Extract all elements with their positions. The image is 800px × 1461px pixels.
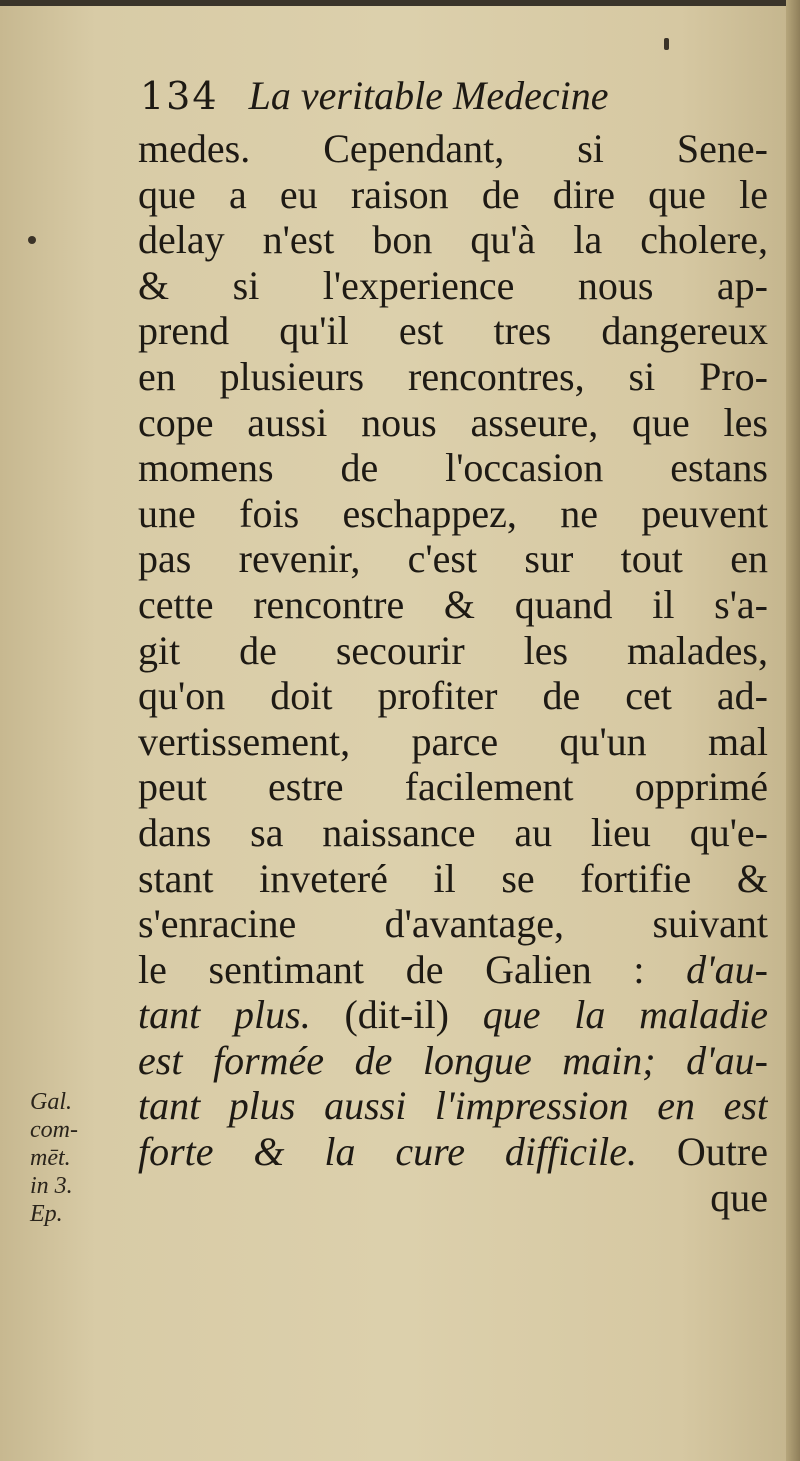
text-line — [138, 308, 768, 354]
roman-text: cette rencontre & quand il s'a- — [138, 581, 768, 627]
roman-text: s'enracine d'avantage, suivant — [138, 901, 768, 947]
roman-text: (dit-il) — [310, 992, 483, 1038]
body-text — [138, 126, 768, 1220]
italic-quote-text: que la maladie — [482, 992, 768, 1038]
text-line — [138, 856, 768, 902]
text-line — [138, 172, 768, 218]
ink-spot — [664, 38, 669, 50]
roman-text: cope aussi nous asseure, que les — [138, 399, 768, 445]
roman-text: prend qu'il est tres dangereux — [138, 308, 768, 354]
roman-text: dans sa naissance au lieu qu'e- — [138, 809, 768, 855]
text-line — [138, 673, 768, 719]
text-line — [138, 810, 768, 856]
italic-quote-text: forte & la cure difficile. — [138, 1129, 638, 1175]
text-line — [138, 354, 768, 400]
text-line — [138, 536, 768, 582]
text-line — [138, 217, 768, 263]
text-line — [138, 947, 768, 993]
roman-text: medes. Cependant, si Sene- — [138, 126, 768, 171]
roman-text: peut estre facilement opprimé — [138, 764, 768, 810]
text-line — [138, 445, 768, 491]
italic-quote-text: tant plus aussi l'impression en est — [138, 1083, 768, 1129]
roman-text: & si l'experience nous ap- — [138, 262, 768, 308]
margin-note — [30, 1088, 130, 1228]
text-line — [138, 1129, 768, 1175]
margin-note-line: in 3. — [30, 1173, 73, 1199]
text-line — [138, 628, 768, 674]
text-line — [138, 1038, 768, 1084]
text-line — [138, 263, 768, 309]
text-line — [138, 491, 768, 537]
roman-text: git de secourir les malades, — [138, 627, 768, 673]
running-title: La veritable Medecine — [248, 73, 609, 118]
page-number: 134 — [140, 74, 219, 118]
ink-spot — [28, 236, 36, 244]
roman-text: le sentimant de Galien : — [138, 946, 687, 992]
text-line — [138, 1083, 768, 1129]
running-header — [140, 66, 760, 126]
text-line — [138, 1175, 768, 1221]
margin-note-line: Ep. — [30, 1201, 63, 1227]
roman-text: Outre — [637, 1129, 768, 1175]
roman-text: une fois eschappez, ne peuvent — [138, 490, 768, 536]
italic-quote-text: est formée de longue main; d'au- — [138, 1037, 768, 1083]
text-line — [138, 126, 768, 172]
roman-text: delay n'est bon qu'à la cholere, — [138, 217, 768, 263]
page-gutter — [786, 0, 800, 1461]
page-top-edge — [0, 0, 800, 6]
text-line — [138, 582, 768, 628]
italic-quote-text: tant plus. — [138, 992, 311, 1038]
margin-note-line: mēt. — [30, 1145, 71, 1171]
roman-text: que — [710, 1174, 768, 1220]
roman-text: que a eu raison de dire que le — [138, 171, 768, 217]
text-line — [138, 992, 768, 1038]
text-line — [138, 764, 768, 810]
text-line — [138, 901, 768, 947]
roman-text: stant inveteré il se fortifie & — [138, 855, 768, 901]
text-line — [138, 719, 768, 765]
margin-note-line: com- — [30, 1117, 78, 1143]
text-line — [138, 400, 768, 446]
roman-text: en plusieurs rencontres, si Pro- — [138, 353, 768, 399]
roman-text: pas revenir, c'est sur tout en — [138, 536, 768, 582]
roman-text: momens de l'occasion estans — [138, 445, 768, 491]
italic-quote-text: d'au- — [686, 946, 768, 992]
margin-note-line: Gal. — [30, 1089, 72, 1115]
roman-text: qu'on doit profiter de cet ad- — [138, 673, 768, 719]
roman-text: vertissement, parce qu'un mal — [138, 718, 768, 764]
